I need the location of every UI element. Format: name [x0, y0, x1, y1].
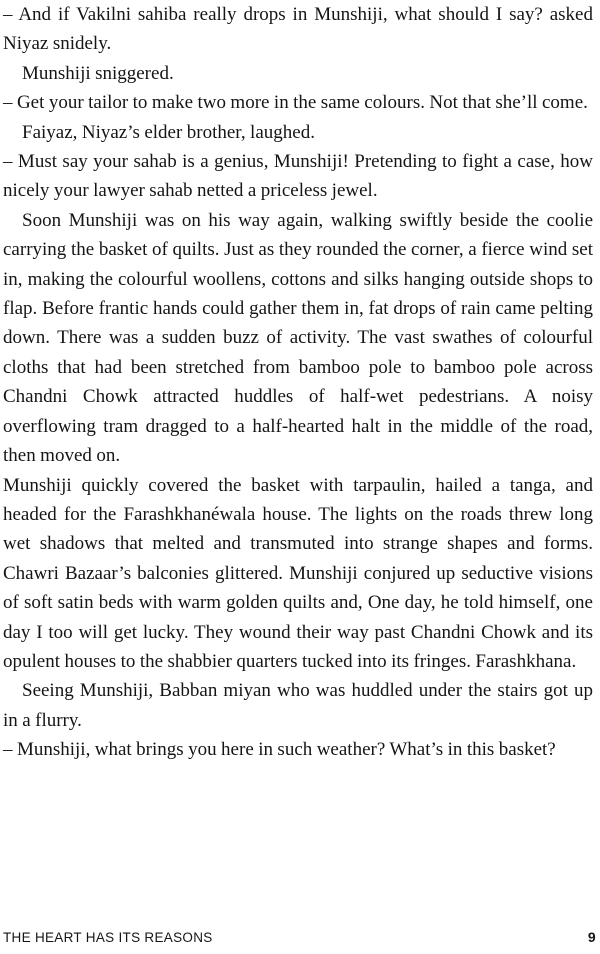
- running-title: THE HEART HAS ITS REASONS: [3, 930, 213, 945]
- paragraph: Munshiji sniggered.: [22, 62, 174, 84]
- paragraph: – And if Vakilni sahiba really drops in Munshiji, what should I say? asked Niyaz snidely.: [3, 4, 593, 55]
- paragraph: Seeing Munshiji, Babban miyan who was huddled under the stairs got up in a flurry.: [3, 680, 593, 731]
- paragraph: – Munshiji, what brings you here in such weather? What’s in this basket?: [3, 739, 556, 761]
- paragraph: – Must say your sahab is a genius, Munshiji! Pretending to fight a case, how nicely your lawyer sahab netted a priceless jewel.: [3, 151, 593, 202]
- page-number: 9: [587, 929, 596, 945]
- page-footer: [3, 929, 596, 945]
- paragraph: Munshiji quickly covered the basket with tarpaulin, hailed a tanga, and headed for the Farashkhanéwala house. The lights on the roads threw long wet shadows that melted and transmuted into strange shapes and forms. Chawri Bazaar’s balconies glittered. Munshiji conjured up seductive visions of soft satin beds with warm golden quilts and, One day, he told himself, one day I too will get lucky. They wound their way past Chandni Chowk and its opulent houses to the shabbier quarters tucked into its fringes. Farashkhana.: [3, 474, 593, 672]
- paragraph: Faiyaz, Niyaz’s elder brother, laughed.: [22, 121, 315, 143]
- paragraph: Soon Munshiji was on his way again, walking swiftly beside the coolie carrying the basket of quilts. Just as they rounded the corner, a fierce wind set in, making the colourful woollens, cottons and silks hanging outside shops to flap. Before frantic hands could gather them in, fat drops of rain came pelting down. There was a sudden buzz of activity. The vast swathes of colourful cloths that had been stretched from bamboo pole to bamboo pole across Chandni Chowk attracted huddles of half-wet pedestrians. A noisy overflowing tram dragged to a half-hearted halt in the middle of the road, then moved on.: [3, 209, 593, 467]
- paragraph: – Get your tailor to make two more in the same colours. Not that she’ll come.: [3, 92, 588, 114]
- page-body: [3, 0, 593, 765]
